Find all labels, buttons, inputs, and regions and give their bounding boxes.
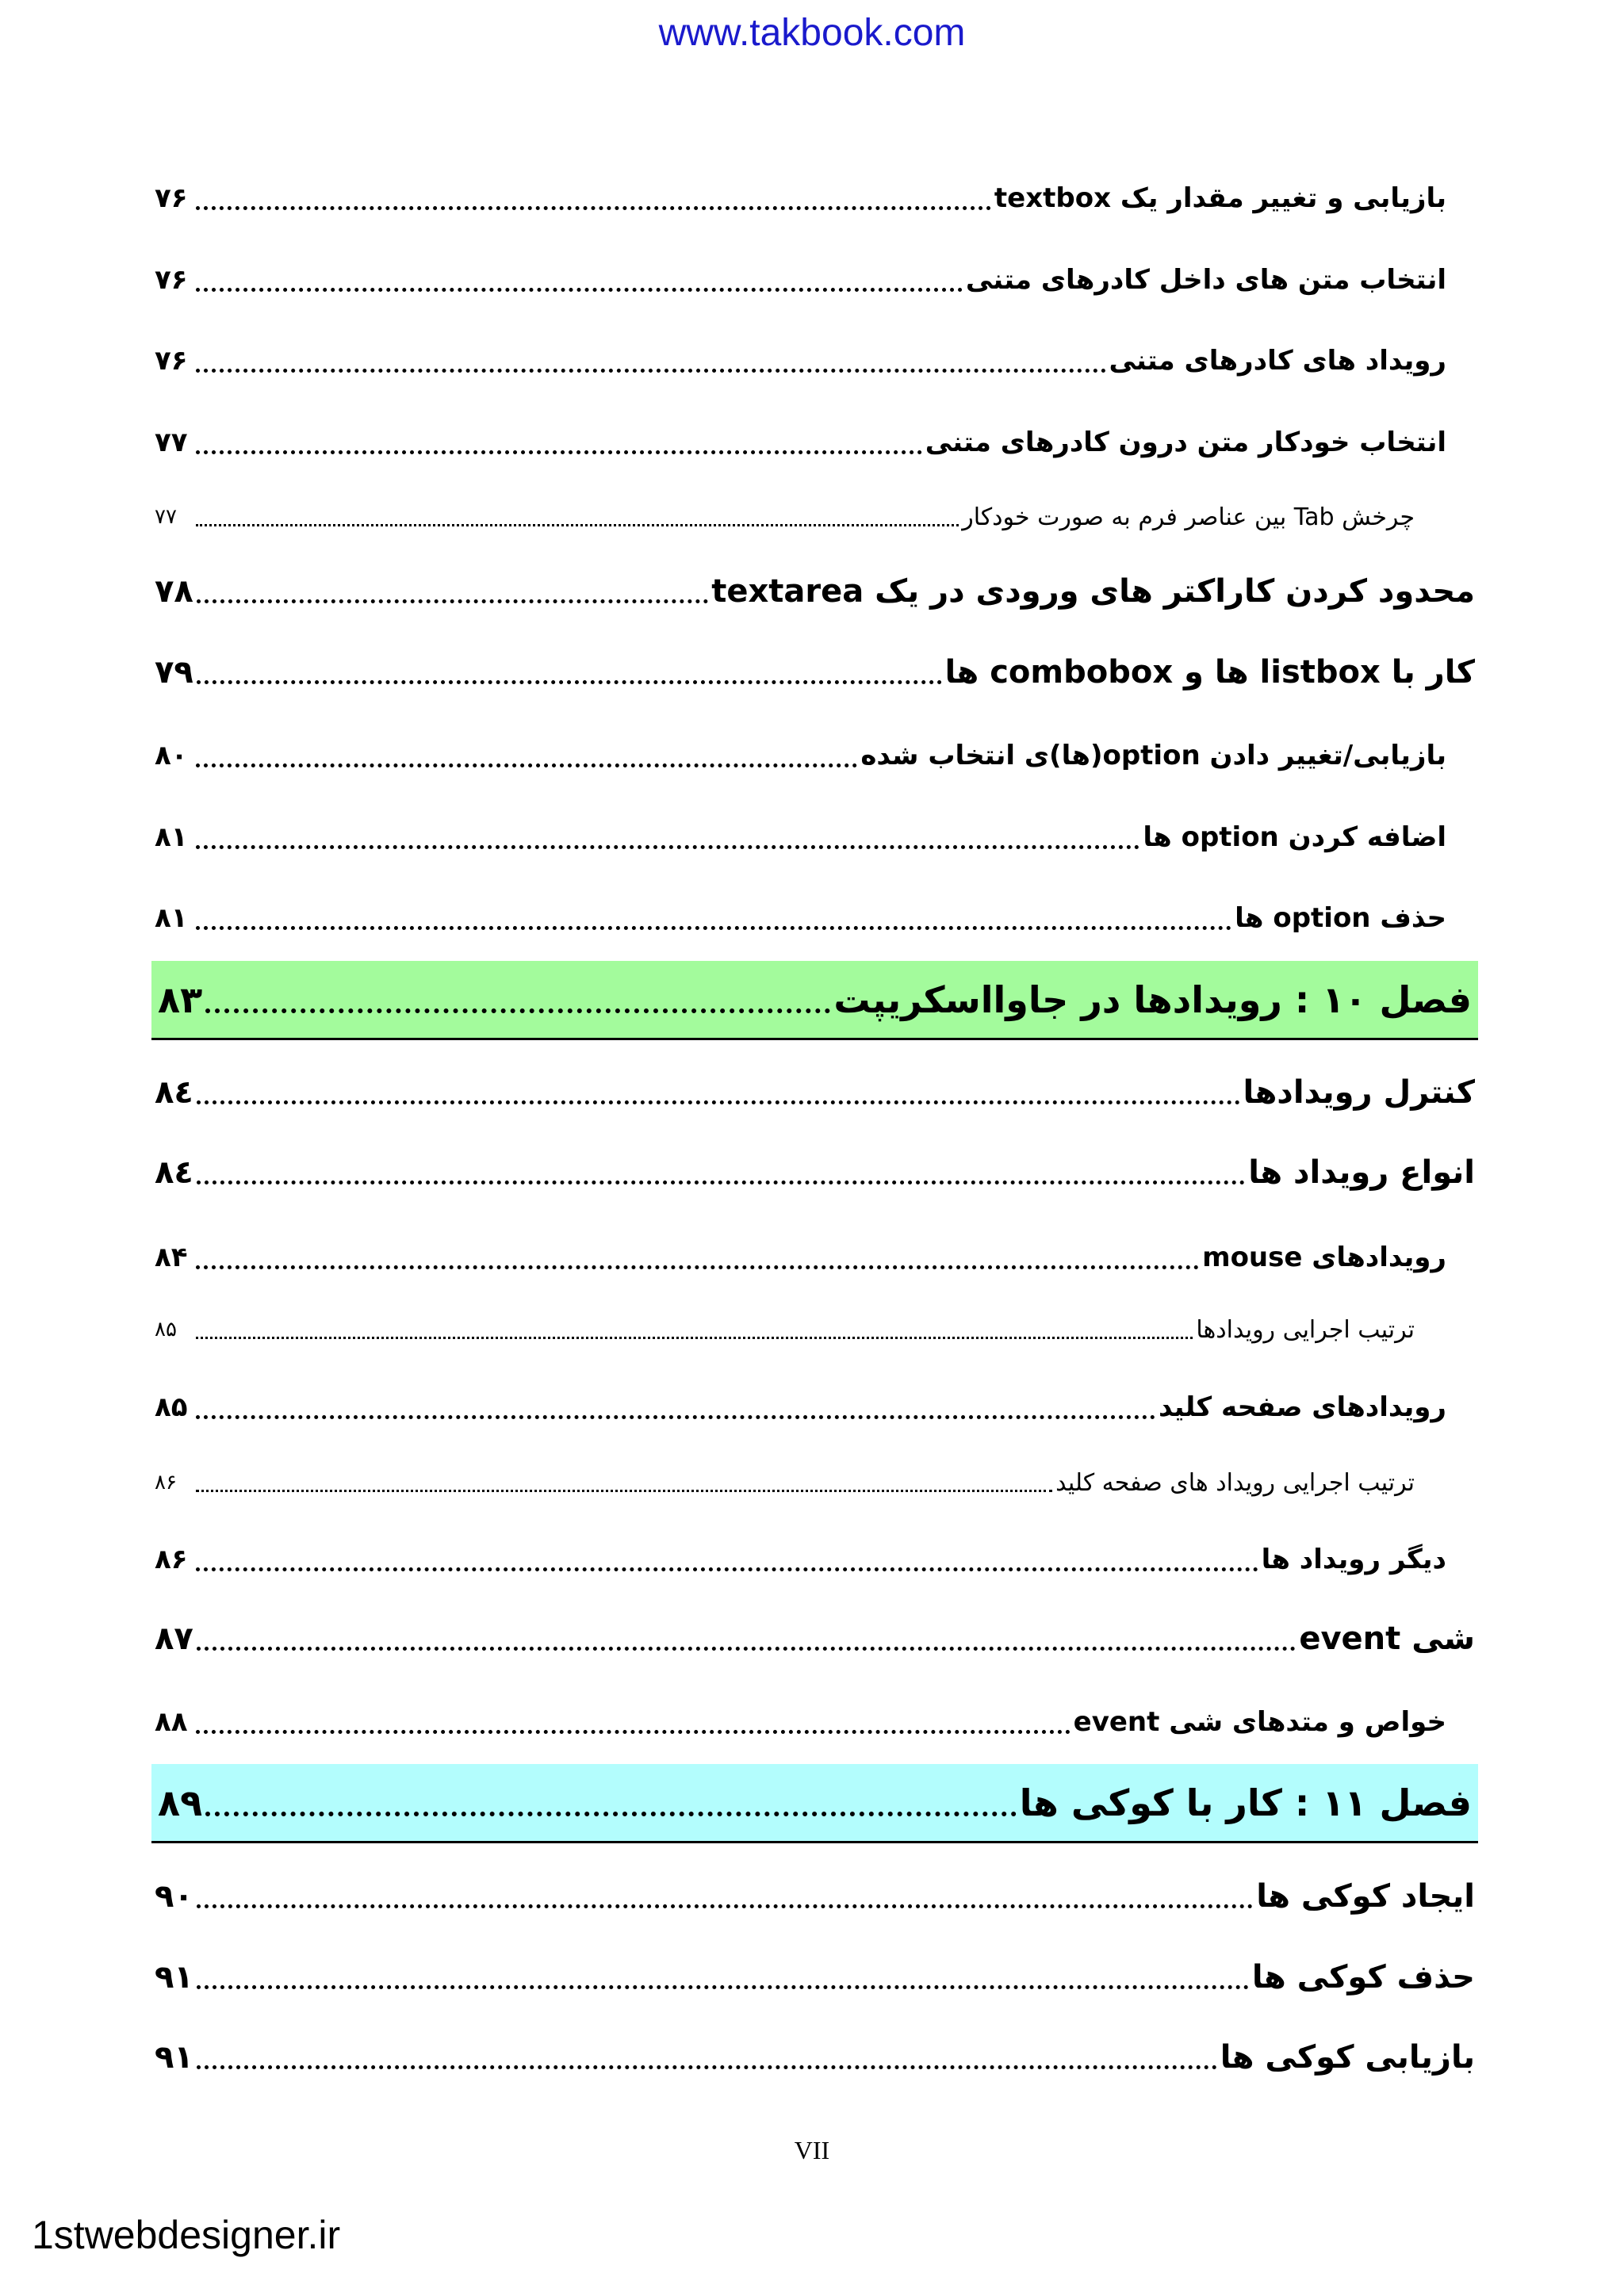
watermark-top: www.takbook.com [658, 12, 966, 54]
toc-entry [155, 1298, 1475, 1361]
toc-entry-page: ۷۷ [155, 505, 177, 529]
toc-entry-page: ۸٤ [155, 1074, 193, 1111]
toc-entry-title: چرخش Tab بین عناصر فرم به صورت خودکار [962, 503, 1415, 531]
dot-leader [205, 1008, 830, 1013]
dot-leader [197, 680, 942, 684]
toc-entry-title: ترتیب اجرایی رویداد های صفحه کلید [1055, 1468, 1415, 1497]
toc-entry-page: ۷۶ [155, 182, 188, 214]
toc-entry-page: ۸۹ [158, 1781, 203, 1824]
dot-leader [197, 1181, 1245, 1184]
dot-leader [196, 1337, 1193, 1339]
toc-entry-page: ۸۱ [155, 821, 188, 853]
toc-entry-page: ۸۸ [155, 1706, 188, 1738]
toc-entry [155, 1141, 1475, 1204]
toc-entry [155, 411, 1475, 474]
toc-entry-title: فصل ۱۰ : رویدادها در جاوااسکریپت [833, 978, 1472, 1021]
toc-entry-page: ۹۱ [155, 1959, 193, 1996]
dot-leader [197, 1985, 1249, 1989]
dot-leader [196, 845, 1139, 849]
toc-entry [155, 1607, 1475, 1670]
dot-leader [196, 450, 922, 454]
toc-entry-title: خواص و متدهای شی event [1073, 1706, 1446, 1738]
toc-entry [155, 166, 1475, 230]
dot-leader [197, 1100, 1240, 1104]
toc-entry [155, 1226, 1475, 1289]
dot-leader [196, 206, 991, 210]
toc-entry-page: ۷۹ [155, 654, 193, 691]
dot-leader [196, 288, 963, 292]
toc-entry-page: ۸۶ [155, 1544, 188, 1575]
toc-entry-title: بازیابی/تغییر دادن option(ها)ی انتخاب شده [860, 740, 1446, 771]
toc-entry-page: ۷۶ [155, 345, 188, 377]
chapter-heading [151, 961, 1478, 1040]
toc-entry-title: حذف کوکی ها [1251, 1959, 1475, 1996]
dot-leader [197, 1647, 1297, 1651]
toc-entry [155, 485, 1475, 549]
toc-entry-title: رویدادهای صفحه کلید [1158, 1391, 1446, 1423]
dot-leader [197, 1904, 1253, 1908]
toc-entry [155, 1690, 1475, 1754]
toc-entry-page: ۸۶ [155, 1471, 177, 1494]
toc-entry-title: انتخاب متن های داخل کادرهای متنی [965, 264, 1446, 296]
dot-leader [197, 599, 708, 603]
toc-entry [155, 1376, 1475, 1439]
toc-entry-title: رویدادهای mouse [1202, 1242, 1446, 1273]
toc-entry [155, 1451, 1475, 1514]
dot-leader [196, 369, 1106, 373]
toc-entry-page: ۸۰ [155, 740, 188, 771]
toc-entry-title: کار با listbox ها و combobox ها [944, 654, 1475, 691]
toc-entry [155, 329, 1475, 392]
toc-entry [155, 724, 1475, 787]
toc-entry-page: ۹۰ [155, 1878, 193, 1915]
dot-leader [196, 1265, 1199, 1269]
chapter-heading [151, 1764, 1478, 1843]
toc-entry-page: ۸۳ [158, 978, 203, 1021]
dot-leader [196, 763, 857, 767]
toc-entry [155, 806, 1475, 869]
toc-entry-page: ۷۶ [155, 264, 188, 296]
dot-leader [196, 926, 1231, 930]
toc-entry-page: ۸۵ [155, 1318, 177, 1341]
dot-leader [196, 1490, 1052, 1492]
watermark-bottom: 1stwebdesigner.ir [32, 2213, 341, 2257]
toc-entry-title: فصل ۱۱ : کار با کوکی ها [1019, 1781, 1472, 1824]
toc-entry-page: ۷۷ [155, 427, 188, 458]
toc-entry [155, 1528, 1475, 1591]
toc-entry-title: محدود کردن کاراکتر های ورودی در یک textarea [711, 573, 1475, 610]
toc-entry-title: کنترل رویدادها [1243, 1074, 1475, 1111]
dot-leader [196, 1730, 1071, 1734]
toc-entry [155, 560, 1475, 623]
toc-entry [155, 1061, 1475, 1124]
toc-entry-title: ترتیب اجرایی رویدادها [1196, 1315, 1415, 1344]
toc-entry-title: حذف option ها [1235, 902, 1446, 934]
toc-entry-title: انتخاب خودکار متن درون کادرهای متنی [925, 427, 1446, 458]
dot-leader [196, 1567, 1258, 1571]
toc-entry-page: ۸۷ [155, 1621, 193, 1657]
toc-entry [155, 2026, 1475, 2089]
dot-leader [196, 1415, 1155, 1419]
page-number: VII [794, 2136, 830, 2164]
toc-entry [155, 1946, 1475, 2009]
toc-entry-page: ۸۵ [155, 1391, 188, 1423]
toc-entry-title: اضافه کردن option ها [1143, 821, 1446, 853]
dot-leader [205, 1812, 1017, 1816]
toc-entry-page: ۸۴ [155, 1242, 188, 1273]
toc-entry-title: ایجاد کوکی ها [1256, 1878, 1475, 1915]
toc-entry [155, 1865, 1475, 1928]
toc-entry-title: شی event [1299, 1621, 1475, 1657]
toc-entry-title: دیگر رویداد ها [1261, 1544, 1446, 1575]
toc-entry-title: بازیابی کوکی ها [1220, 2039, 1475, 2076]
dot-leader [196, 524, 959, 526]
toc-entry-page: ۸۱ [155, 902, 188, 934]
toc-entry [155, 886, 1475, 950]
toc-entry-page: ۹۱ [155, 2039, 193, 2076]
toc-entry [155, 641, 1475, 704]
toc-entry-title: بازیابی و تغییر مقدار یک textbox [994, 182, 1446, 214]
toc-entry-page: ۸٤ [155, 1154, 193, 1191]
dot-leader [197, 2065, 1217, 2069]
toc-entry-title: انواع رویداد ها [1248, 1154, 1475, 1191]
toc-entry [155, 248, 1475, 312]
toc-entry-page: ۷۸ [155, 573, 193, 610]
toc-entry-title: رویداد های کادرهای متنی [1109, 345, 1446, 377]
